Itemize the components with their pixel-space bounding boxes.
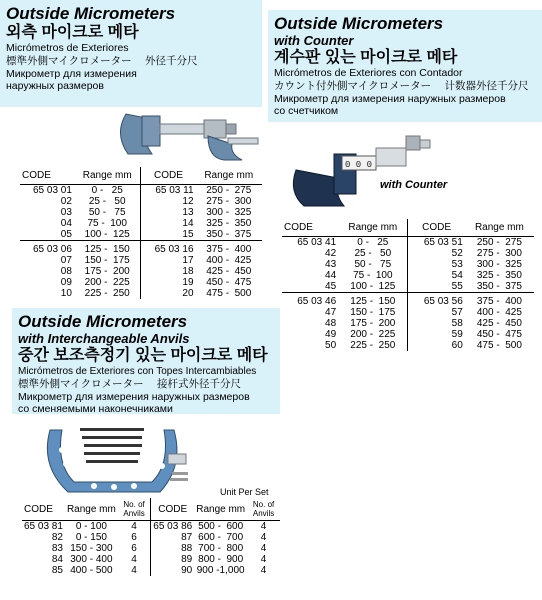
col-anvils-2: No. of Anvils [247,498,280,521]
range-cell: 175 - 200 [84,266,130,277]
anvils-cell: 4 [260,554,267,565]
section3-subtitle: with Interchangeable Anvils [18,331,190,346]
code-cell: 15 [141,229,196,241]
code-cell: 58 [408,318,465,329]
anvils-cell: 4 [131,521,137,532]
anvils-micrometer-image [40,420,190,498]
code-cell: 52 [408,248,465,259]
range-cell: 200 - 225 [84,277,130,288]
table-row [22,532,280,543]
range-cell: 175 - 200 [350,318,396,329]
range-cell: 150 - 175 [350,307,396,318]
counter-micrometer-image [282,126,434,214]
col-range: Range mm [65,498,118,521]
range-cell: 275 - 300 [476,248,522,259]
section3-table [22,498,280,576]
table-row [282,248,534,259]
col-code: CODE [282,219,338,237]
table-row [20,277,262,288]
section3-japanese: 標準外側マイクロメーター 接杆式外径千分尺 [18,378,241,390]
range-cell: 75 - 100 [87,218,127,229]
code-cell: 85 [51,565,63,576]
table-row [20,229,262,241]
range-cell: 600 - 700 [198,532,244,543]
code-cell: 18 [141,266,196,277]
range-cell: 100 - 125 [350,281,396,292]
range-cell: 325 - 350 [206,218,252,229]
code-cell: 82 [51,532,63,543]
range-cell: 250 - 275 [206,185,252,196]
range-cell: 475 - 500 [206,288,252,299]
code-cell: 19 [141,277,196,288]
range-cell: 100 - 125 [84,229,130,240]
with-counter-caption: with Counter [380,179,448,191]
section1-spanish: Micrómetros de Exteriores [6,42,129,54]
range-cell: 0 - 150 [75,532,107,543]
section1-table [20,167,262,299]
micrometer-image [112,104,262,166]
section-outside-micrometers-header [0,0,262,107]
col-range: Range mm [338,219,408,237]
code-cell: 88 [151,543,194,554]
section-interchangeable-anvils-header [12,308,280,414]
table-row [282,237,534,249]
code-cell: 65 03 16 [141,241,196,256]
code-cell: 13 [141,207,196,218]
code-cell: 65 03 06 [20,241,74,256]
code-cell: 03 [60,207,72,218]
code-cell: 20 [141,288,196,299]
range-cell: 150 - 300 [70,543,113,554]
code-cell: 05 [60,229,72,240]
anvils-cell: 4 [260,532,267,543]
code-cell: 65 03 56 [408,293,465,308]
table-row [20,255,262,266]
anvils-cell: 4 [260,543,267,554]
range-cell: 700 - 800 [198,543,244,554]
table-row [20,266,262,277]
section-with-counter-header [268,10,542,122]
code-cell: 50 [325,340,337,351]
section3-korean: 중간 보조측정기 있는 마이크로 메타 [18,347,268,364]
range-cell: 125 - 150 [74,241,141,256]
code-cell: 65 03 01 [32,185,72,196]
code-cell: 89 [151,554,194,565]
code-cell: 14 [141,218,196,229]
section3-title: Outside Micrometers [18,312,188,331]
section2-spanish: Micrómetros de Exteriores con Contador [274,67,463,79]
range-cell: 150 - 175 [84,255,130,266]
table-row [282,259,534,270]
code-cell: 07 [60,255,72,266]
range-cell: 350 - 375 [476,281,522,292]
col-code-2: CODE [408,219,465,237]
table-row [22,565,280,576]
range-cell: 25 - 50 [88,196,126,207]
code-cell: 49 [325,329,337,340]
range-cell: 350 - 375 [206,229,252,240]
range-cell: 450 - 475 [206,277,252,288]
anvils-cell: 6 [131,532,137,543]
code-cell: 65 03 81 [24,521,63,532]
table-row [282,293,534,308]
code-cell: 84 [51,554,63,565]
range-cell: 425 - 450 [476,318,522,329]
code-cell: 04 [60,218,72,229]
code-cell: 02 [60,196,72,207]
range-cell: 75 - 100 [353,270,393,281]
section1-russian-line1: Микрометр для измерения [6,68,137,80]
section2-russian-line1: Микрометр для измерения наружных размеров [274,93,506,105]
table-row [20,185,262,197]
anvils-cell: 4 [260,565,267,576]
section1-korean: 외측 마이크로 메타 [6,24,139,41]
section2-title: Outside Micrometers [274,14,444,33]
code-cell: 44 [325,270,337,281]
code-cell: 08 [60,266,72,277]
col-range-2: Range mm [194,498,247,521]
table-row [282,270,534,281]
table-row [20,218,262,229]
section3-spanish: Micrómetros de Exteriores con Topes Intercambiables [18,366,257,377]
col-code: CODE [20,167,74,185]
col-code-2: CODE [151,498,194,521]
code-cell: 09 [60,277,72,288]
table-row [22,521,280,533]
range-cell: 0 - 25 [91,185,123,196]
range-cell: 500 - 600 [198,521,244,532]
section2-subtitle: with Counter [274,33,354,48]
range-cell: 375 - 400 [196,241,262,256]
section1-russian-line2: наружных размеров [6,80,104,92]
range-cell: 325 - 350 [476,270,522,281]
code-cell: 47 [325,307,337,318]
code-cell: 42 [325,248,337,259]
unit-per-set-note: Unit Per Set [220,487,269,497]
code-cell: 59 [408,329,465,340]
code-cell: 12 [141,196,196,207]
code-cell: 65 03 46 [282,293,338,308]
col-code: CODE [22,498,65,521]
code-cell: 83 [51,543,63,554]
code-cell: 90 [151,565,194,576]
col-range-2: Range mm [465,219,534,237]
range-cell: 450 - 475 [476,329,522,340]
range-cell: 300 - 325 [206,207,252,218]
anvils-cell: 4 [131,554,137,565]
code-cell: 87 [151,532,194,543]
table-row [282,340,534,351]
section2-table [282,219,534,351]
section2-russian-line2: со счетчиком [274,105,339,117]
code-cell: 17 [141,255,196,266]
anvils-cell: 4 [260,521,267,532]
code-cell: 45 [325,281,337,292]
range-cell: 250 - 275 [476,237,522,248]
section1-japanese: 標準外側マイクロメーター 外径千分尺 [6,55,198,67]
code-cell: 55 [408,281,465,293]
range-cell: 25 - 50 [354,248,392,259]
col-range-2: Range mm [196,167,262,185]
code-cell: 65 03 11 [141,185,196,197]
code-cell: 48 [325,318,337,329]
code-cell: 53 [408,259,465,270]
range-cell: 275 - 300 [206,196,252,207]
section3-russian-line2: со сменяемыми наконечниками [18,403,173,415]
range-cell: 50 - 75 [88,207,126,218]
anvils-cell: 6 [131,543,137,554]
col-code-2: CODE [141,167,196,185]
section2-japanese: カウント付外側マイクロメーター 计数器外径千分尺 [274,80,529,92]
code-cell: 65 03 86 [151,521,194,533]
counter-digits-icon: 0 0 0 [345,160,373,170]
table-row [20,207,262,218]
code-cell: 10 [60,288,72,299]
code-cell: 60 [408,340,465,351]
range-cell: 50 - 75 [354,259,392,270]
range-cell: 200 - 225 [350,329,396,340]
table-row [282,281,534,293]
range-cell: 0 - 100 [75,521,107,532]
range-cell: 400 - 425 [476,307,522,318]
range-cell: 475 - 500 [476,340,522,351]
table-row [20,196,262,207]
range-cell: 425 - 450 [206,266,252,277]
range-cell: 375 - 400 [465,293,534,308]
range-cell: 125 - 150 [338,293,408,308]
range-cell: 400 - 425 [206,255,252,266]
range-cell: 800 - 900 [198,554,244,565]
code-cell: 65 03 41 [297,237,337,248]
section2-korean: 계수판 있는 마이크로 메타 [274,49,458,66]
range-cell: 225 - 250 [350,340,396,351]
table-row [22,554,280,565]
table-row [282,307,534,318]
range-cell: 400 - 500 [70,565,113,576]
range-cell: 0 - 25 [357,237,389,248]
range-cell: 225 - 250 [84,288,130,299]
col-anvils: No. of Anvils [118,498,151,521]
table-row [282,329,534,340]
table-row [22,543,280,554]
range-cell: 900 -1,000 [196,565,245,576]
table-row [282,318,534,329]
section3-russian-line1: Микрометр для измерения наружных размеров [18,391,250,403]
table-row [20,241,262,256]
section1-title: Outside Micrometers [6,4,176,23]
table-row [20,288,262,299]
code-cell: 65 03 51 [408,237,465,249]
range-cell: 300 - 400 [70,554,113,565]
anvils-cell: 4 [131,565,137,576]
code-cell: 43 [325,259,337,270]
range-cell: 300 - 325 [476,259,522,270]
code-cell: 54 [408,270,465,281]
code-cell: 57 [408,307,465,318]
col-range: Range mm [74,167,141,185]
